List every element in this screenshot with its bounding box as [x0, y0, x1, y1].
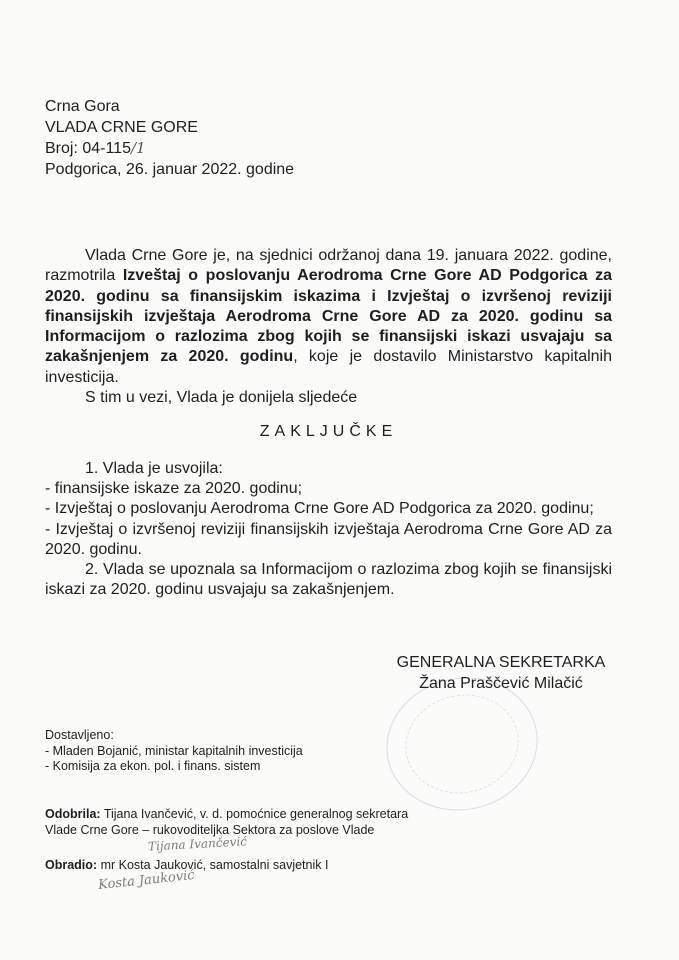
connector-paragraph: S tim u vezi, Vlada je donijela sljedeće [85, 389, 358, 407]
decision-body [45, 246, 612, 601]
delivered-item: - Mladen Bojanić, ministar kapitalnih investicija [45, 743, 303, 758]
reference-number-handwritten-suffix: /1 [130, 139, 146, 157]
processed-text: mr Kosta Jauković, samostalni savjetnik I [100, 858, 329, 872]
handwritten-signature-icon: Tijana Ivančević [147, 834, 248, 854]
reference-number-line [45, 138, 294, 160]
point-2: 2. Vlada se upoznala sa Informacijom o razlozima zbog kojih se finansijski iskazi za 2020. godinu usvajaju sa zakašnjenjem. [45, 561, 612, 599]
delivered-label: Dostavljeno: [45, 728, 114, 742]
point-1-item: - finansijske iskaze za 2020. godinu; [45, 479, 303, 497]
document-header [45, 97, 294, 180]
handwritten-signature-icon: Kosta Jauković [97, 867, 196, 894]
approved-line-1: Tijana Ivančević, v. d. pomoćnice generalnog sekretara [103, 807, 409, 821]
point-1-item: - Izvještaj o poslovanju Aerodroma Crne Gore AD Podgorica za 2020. godinu; [45, 500, 594, 518]
intro-text-end: , koje je dostavilo Ministarstvo kapitalnih investicija. [45, 348, 613, 386]
point-1-item: - Izvještaj o izvršenoj reviziji finansijskih izvještaja Aerodroma Crne Gore AD za 2020. godinu. [45, 520, 612, 558]
signatory-role: GENERALNA SEKRETARKA [396, 654, 606, 671]
reference-number: Broj: 04-115 [45, 140, 131, 157]
approved-line-2: Vlade Crne Gore – rukovoditeljka Sektora za poslove Vlade [45, 823, 375, 837]
processed-label: Obradio: [45, 858, 98, 872]
intro-text-bold: Izveštaj o poslovanju Aerodroma Crne Gore AD Podgorica za 2020. godinu sa finansijskim iskazima i Izvještaj o izvršenoj reviziji finansijskih izvještaja Aerodroma Crne Gore AD za 2020. godinu sa Informacijom o razlozima zbog kojih se finansijski iskazi usvajaju sa zakašnjenjem za 2020. godinu [45, 267, 612, 366]
intro-paragraph [45, 246, 612, 388]
country-line: Crna Gora [45, 98, 120, 115]
date-line: Podgorica, 26. januar 2022. godine [45, 160, 295, 178]
government-line: VLADA CRNE GORE [45, 118, 198, 136]
delivered-to-block [45, 728, 303, 775]
delivered-item: - Komisija za ekon. pol. i finans. sistem [45, 759, 261, 773]
signature-block [388, 653, 614, 694]
approved-by-block [45, 806, 408, 838]
conclusions-title: ZAKLJUČKE [259, 423, 398, 441]
point-1: 1. Vlada je usvojila: [85, 459, 223, 477]
approved-label: Odobrila: [45, 807, 101, 821]
intro-text-start: Vlada Crne Gore je, na sjednici održanoj dana 19. januara 2022. godine, razmotrila [45, 247, 612, 285]
signatory-name: Žana Praščević Milačić [419, 674, 583, 692]
